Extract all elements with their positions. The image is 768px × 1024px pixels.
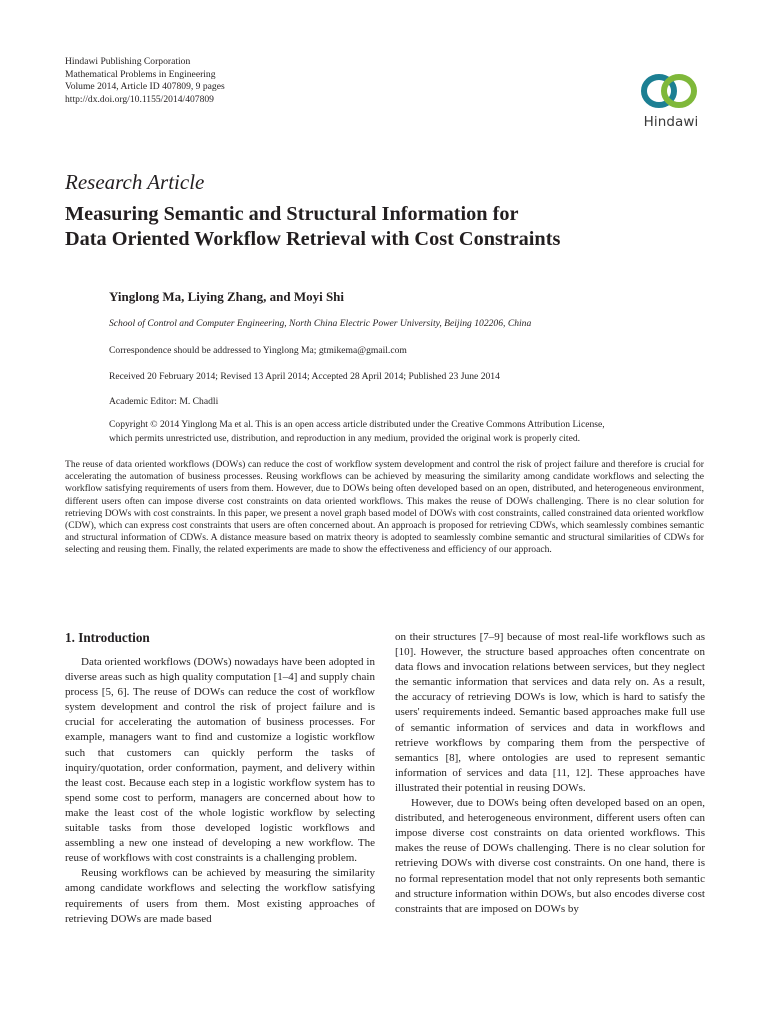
body-paragraph: However, due to DOWs being often developed based on an open, distributed, and heterogeneous environment, different users often can impose diverse cost constraints on data oriented workflows. This makes the reuse of DOWs challenging. There is no clear solution for retrieving DOWs with diverse cost constraints. On one hand, there is no formal representation model that not only represents both semantic and structure information within DOWs, but also encodes diverse cost constraints that are imposed on DOWs by xyxy=(395,797,705,915)
journal-name: Mathematical Problems in Engineering xyxy=(65,68,216,80)
author-list: Yinglong Ma, Liying Zhang, and Moyi Shi xyxy=(109,289,345,304)
doi-link[interactable]: http://dx.doi.org/10.1155/2014/407809 xyxy=(65,93,214,105)
journal-header xyxy=(65,56,225,106)
publication-dates: Received 20 February 2014; Revised 13 April 2014; Accepted 28 April 2014; Published 23 June 2014 xyxy=(109,371,500,382)
correspondence: Correspondence should be addressed to Yinglong Ma; gtmikema@gmail.com xyxy=(109,345,407,356)
affiliation: School of Control and Computer Engineering, North China Electric Power University, Beijing 102206, China xyxy=(109,318,532,329)
abstract: The reuse of data oriented workflows (DOWs) can reduce the cost of workflow system development and control the risk of project failure and therefore is crucial for accelerating the automation of business processes. Reusing workflows can be achieved by measuring the similarity among candidate workflows and selecting the workflow satisfying requirements of users from them. However, due to DOWs being often developed based on an open, distributed, and heterogeneous environment, different users often can impose diverse cost constraints on data oriented workflows. This makes the reuse of DOWs challenging. There is no clear solution for retrieving DOWs with cost constraints. In this paper, we present a novel graph based model of DOWs with cost constraints, called constrained data oriented workflow (CDW), which can express cost constraints that users are often concerned about. An approach is proposed for retrieving CDWs, which seamlessly combines semantic and structural information of CDWs. A distance measure based on matrix theory is adopted to seamlessly combine semantic and structural similarities of CDWs for selecting and reusing them. Finally, the related experiments are made to show the effectiveness and efficiency of our approach. xyxy=(65,459,704,556)
logo-wordmark: Hindawi xyxy=(643,114,699,130)
body-paragraph: on their structures [7–9] because of most real-life workflows such as [10]. However, the structure based approaches often concentrate on data flows and invocation relations between services, but they neglect the semantic information that services and data rely on. As a result, the accuracy of retrieving DOWs is low, which is hard to satisfy the users' requirements indeed. Semantic based approaches make full use of semantic information of services and data in workflows and retrieve workflows by comparing them from the perspective of semantics [8], where ontologies are used to represent semantic information of services and data [11, 12]. These approaches have illustrated their potential in reusing DOWs. xyxy=(395,631,705,794)
title-line-2: Data Oriented Workflow Retrieval with Cost Constraints xyxy=(65,228,561,250)
copyright-line-2: which permits unrestricted use, distribution, and reproduction in any medium, provided the original work is properly cited. xyxy=(109,432,581,444)
publisher-name: Hindawi Publishing Corporation xyxy=(65,56,191,67)
section-heading: 1. Introduction xyxy=(65,630,150,645)
body-paragraph: Data oriented workflows (DOWs) nowadays have been adopted in diverse areas such as high quality computation [1–4] and supply chain process [5, 6]. The reuse of DOWs can reduce the cost of workflow system development and control the risk of project failure and is crucial for accelerating the automation of business processes. For example, managers want to find and customize a logistic workflow such that customers can quickly perform the tasks of inquiry/quotation, order conformation, payment, and delivery within the least cost. Because each step in a logistic workflow system has to spend some cost to perform, managers are concerned about how to make the least cost of the whole logistic workflow by selecting suitable tasks from those developed logistic workflows and assembling a new one instead of developing a new workflow. The reuse of workflows with cost constraints is a challenging problem. xyxy=(65,656,375,865)
body-paragraph: Reusing workflows can be achieved by measuring the similarity among candidate workflows and selecting the workflow satisfying requirements of users from them. Most existing approaches of retrieving DOWs are made based xyxy=(65,867,375,925)
copyright-notice xyxy=(109,418,709,445)
article-type: Research Article xyxy=(65,170,205,194)
right-column xyxy=(395,630,705,917)
copyright-line-1: Copyright © 2014 Yinglong Ma et al. This is an open access article distributed under the Creative Commons Attribution License, xyxy=(109,419,605,430)
volume-info: Volume 2014, Article ID 407809, 9 pages xyxy=(65,81,225,93)
left-column xyxy=(65,629,375,927)
article-title xyxy=(65,202,705,252)
academic-editor: Academic Editor: M. Chadli xyxy=(109,396,219,407)
title-line-1: Measuring Semantic and Structural Information for xyxy=(65,203,519,225)
